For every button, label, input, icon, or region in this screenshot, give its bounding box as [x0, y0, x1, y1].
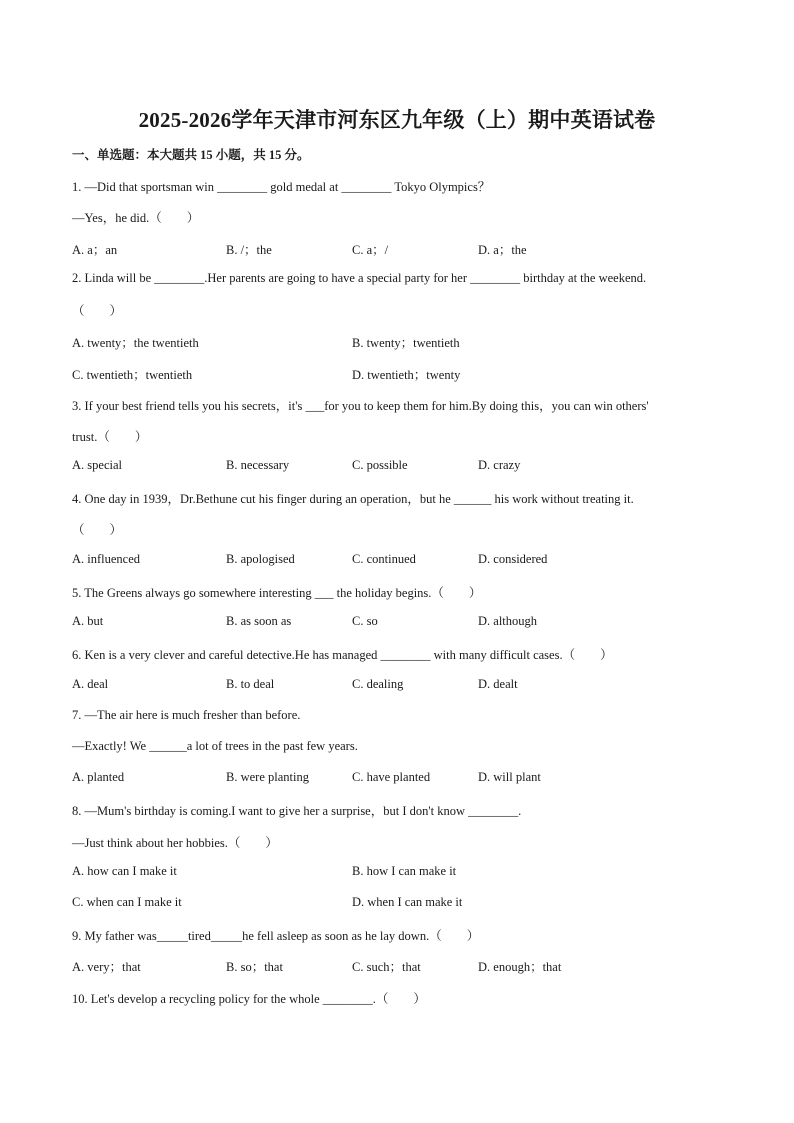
question-2-option-c: C. twentieth；twentieth — [72, 368, 193, 382]
question-1-option-d: D. a；the — [478, 243, 527, 257]
question-5-option-a: A. but — [72, 614, 104, 628]
question-7-option-b: B. were planting — [226, 770, 309, 784]
question-1-option-b: B. /；the — [226, 243, 272, 257]
question-8-option-a: A. how can I make it — [72, 864, 177, 878]
question-4-option-d: D. considered — [478, 552, 548, 566]
question-3-option-a: A. special — [72, 458, 122, 472]
question-5-stem: 5. The Greens always go somewhere interesting ___ the holiday begins.（ ） — [72, 586, 482, 600]
question-8-option-b: B. how I can make it — [352, 864, 457, 878]
question-1-option-a: A. a；an — [72, 243, 118, 257]
question-7-stem: 7. —The air here is much fresher than before. — [72, 708, 301, 722]
question-6-option-d: D. dealt — [478, 677, 518, 691]
question-9-option-b: B. so；that — [226, 960, 283, 974]
question-5-option-d: D. although — [478, 614, 538, 628]
question-6-stem: 6. Ken is a very clever and careful detective.He has managed ________ with many difficult cases.（ ） — [72, 648, 613, 662]
question-1-option-c: C. a；/ — [352, 243, 389, 257]
question-2-option-d: D. twentieth；twenty — [352, 368, 461, 382]
question-2-stem-cont: （ ） — [72, 304, 123, 318]
question-7-option-d: D. will plant — [478, 770, 541, 784]
question-6-option-a: A. deal — [72, 677, 109, 691]
question-7-stem-reply: —Exactly! We ______a lot of trees in the past few years. — [72, 739, 358, 753]
question-3-option-c: C. possible — [352, 458, 408, 472]
question-2-option-b: B. twenty；twentieth — [352, 336, 460, 350]
question-6-option-c: C. dealing — [352, 677, 404, 691]
question-10-stem: 10. Let's develop a recycling policy for the whole ________.（ ） — [72, 992, 426, 1006]
question-4-stem: 4. One day in 1939，Dr.Bethune cut his finger during an operation，but he ______ his work without treating it. — [72, 492, 634, 506]
question-2-stem: 2. Linda will be ________.Her parents are going to have a special party for her ________ birthday at the weekend. — [72, 271, 647, 285]
question-3-option-b: B. necessary — [226, 458, 290, 472]
section-heading: 一、单选题：本大题共 15 小题，共 15 分。 — [72, 148, 310, 162]
question-3-stem: 3. If your best friend tells you his secrets，it's ___for you to keep them for him.By doing this，you can win others' — [72, 399, 649, 413]
question-3-option-d: D. crazy — [478, 458, 521, 472]
question-9-option-a: A. very；that — [72, 960, 141, 974]
question-2-option-a: A. twenty；the twentieth — [72, 336, 199, 350]
question-5-option-c: C. so — [352, 614, 378, 628]
question-1-stem-reply: —Yes，he did.（ ） — [72, 211, 200, 225]
question-8-stem: 8. —Mum's birthday is coming.I want to give her a surprise，but I don't know ________. — [72, 804, 522, 818]
page-title: 2025-2026学年天津市河东区九年级（上）期中英语试卷 — [138, 108, 656, 132]
question-6-option-b: B. to deal — [226, 677, 275, 691]
question-4-option-a: A. influenced — [72, 552, 141, 566]
question-8-stem-reply: —Just think about her hobbies.（ ） — [72, 836, 278, 850]
question-9-option-d: D. enough；that — [478, 960, 562, 974]
question-7-option-c: C. have planted — [352, 770, 431, 784]
question-7-option-a: A. planted — [72, 770, 125, 784]
question-4-option-b: B. apologised — [226, 552, 295, 566]
question-8-option-c: C. when can I make it — [72, 895, 182, 909]
question-5-option-b: B. as soon as — [226, 614, 292, 628]
question-3-stem-cont: trust.（ ） — [72, 430, 148, 444]
question-4-stem-cont: （ ） — [72, 523, 123, 537]
question-4-option-c: C. continued — [352, 552, 416, 566]
question-8-option-d: D. when I can make it — [352, 895, 463, 909]
question-1-stem: 1. —Did that sportsman win ________ gold medal at ________ Tokyo Olympics？ — [72, 180, 491, 194]
question-9-stem: 9. My father was_____tired_____he fell asleep as soon as he lay down.（ ） — [72, 929, 480, 943]
question-9-option-c: C. such；that — [352, 960, 421, 974]
